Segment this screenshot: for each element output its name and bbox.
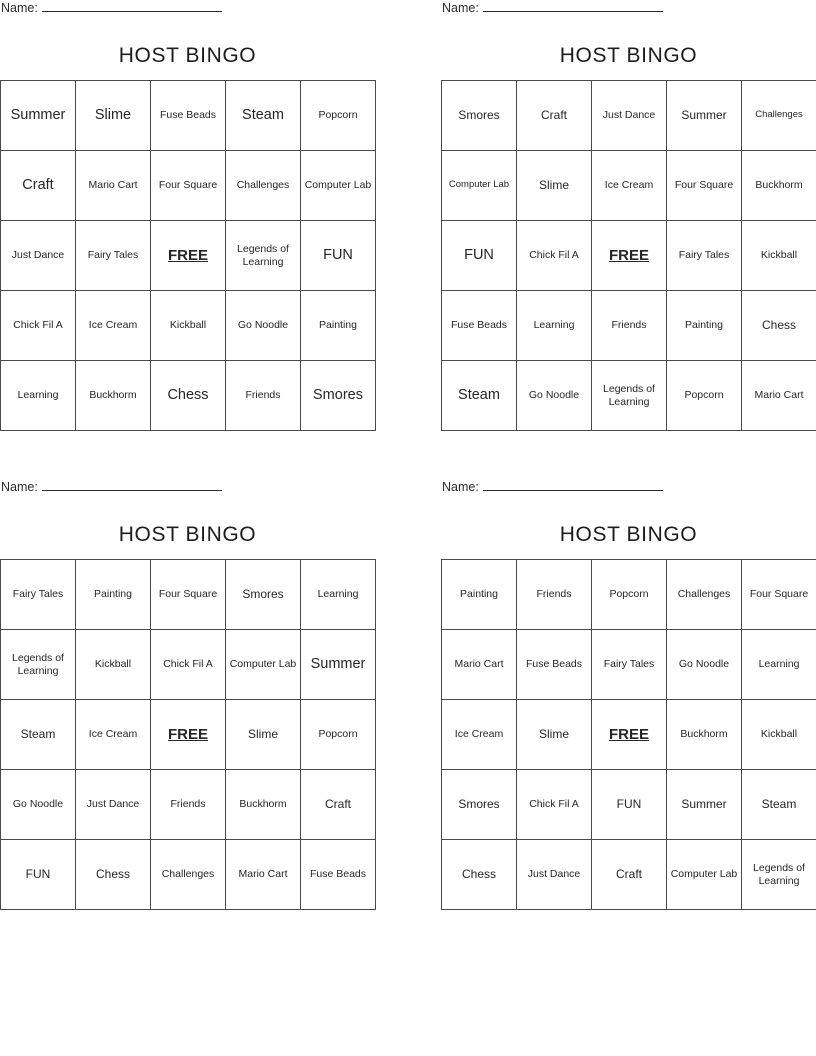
name-writing-line[interactable] bbox=[483, 0, 663, 12]
table-row bbox=[1, 221, 376, 291]
table-row bbox=[1, 151, 376, 221]
bingo-cell[interactable]: Legends of Learning bbox=[1, 630, 76, 700]
bingo-cell[interactable]: Buckhorm bbox=[742, 151, 816, 221]
bingo-cell[interactable]: Summer bbox=[667, 81, 742, 151]
bingo-cell[interactable]: Kickball bbox=[151, 291, 226, 361]
bingo-cell-free[interactable]: FREE bbox=[592, 221, 667, 291]
bingo-cell[interactable]: Chick Fil A bbox=[517, 770, 592, 840]
bingo-cell[interactable]: Just Dance bbox=[592, 81, 667, 151]
bingo-cell[interactable]: Challenges bbox=[742, 81, 816, 151]
bingo-cell[interactable]: Summer bbox=[1, 81, 76, 151]
page-title: HOST BINGO bbox=[118, 523, 257, 546]
bingo-cell[interactable]: Painting bbox=[667, 291, 742, 361]
bingo-cell[interactable]: Buckhorm bbox=[76, 361, 151, 431]
bingo-cell[interactable]: Steam bbox=[226, 81, 301, 151]
bingo-cell[interactable]: Challenges bbox=[151, 840, 226, 910]
bingo-cell-free[interactable]: FREE bbox=[151, 221, 226, 291]
bingo-cell[interactable]: Smores bbox=[442, 81, 517, 151]
bingo-cell[interactable]: Slime bbox=[517, 151, 592, 221]
bingo-cell[interactable]: Chick Fil A bbox=[1, 291, 76, 361]
bingo-cell[interactable]: Learning bbox=[301, 560, 376, 630]
bingo-cell[interactable]: Learning bbox=[742, 630, 816, 700]
bingo-cell-free[interactable]: FREE bbox=[151, 700, 226, 770]
bingo-cell[interactable]: Steam bbox=[1, 700, 76, 770]
name-label: Name: bbox=[442, 480, 479, 494]
bingo-cell[interactable]: Go Noodle bbox=[667, 630, 742, 700]
table-row bbox=[442, 81, 816, 151]
bingo-cell[interactable]: Summer bbox=[301, 630, 376, 700]
table-row bbox=[442, 770, 816, 840]
table-row bbox=[442, 560, 816, 630]
bingo-cell[interactable]: Friends bbox=[592, 291, 667, 361]
table-row bbox=[442, 840, 816, 910]
bingo-cell[interactable]: Steam bbox=[742, 770, 816, 840]
bingo-cell[interactable]: Chick Fil A bbox=[151, 630, 226, 700]
table-row bbox=[442, 221, 816, 291]
bingo-cell[interactable]: Craft bbox=[517, 81, 592, 151]
bingo-cell[interactable]: Buckhorm bbox=[667, 700, 742, 770]
bingo-cell[interactable]: Chick Fil A bbox=[517, 221, 592, 291]
name-field-3[interactable] bbox=[0, 479, 375, 497]
table-row bbox=[1, 630, 376, 700]
bingo-cell[interactable]: Fuse Beads bbox=[301, 840, 376, 910]
bingo-cell[interactable]: Fairy Tales bbox=[592, 630, 667, 700]
bingo-card-1 bbox=[0, 0, 375, 431]
bingo-cell[interactable]: Computer Lab bbox=[442, 151, 517, 221]
bingo-cell[interactable]: Slime bbox=[517, 700, 592, 770]
table-row bbox=[442, 630, 816, 700]
bingo-cell[interactable]: Learning bbox=[517, 291, 592, 361]
table-row bbox=[1, 560, 376, 630]
page-title: HOST BINGO bbox=[118, 44, 257, 67]
bingo-cell[interactable]: Mario Cart bbox=[442, 630, 517, 700]
table-row bbox=[1, 700, 376, 770]
bingo-cell[interactable]: Craft bbox=[301, 770, 376, 840]
bingo-cell[interactable]: Ice Cream bbox=[592, 151, 667, 221]
bingo-cell[interactable]: Painting bbox=[442, 560, 517, 630]
bingo-cell[interactable]: Four Square bbox=[667, 151, 742, 221]
bingo-cell[interactable]: FUN bbox=[442, 221, 517, 291]
bingo-cell[interactable]: Computer Lab bbox=[226, 630, 301, 700]
name-writing-line[interactable] bbox=[42, 0, 222, 12]
bingo-grid-4 bbox=[441, 559, 816, 910]
bingo-cell[interactable]: Smores bbox=[301, 361, 376, 431]
name-field-2[interactable] bbox=[441, 0, 816, 18]
bingo-cell[interactable]: Ice Cream bbox=[442, 700, 517, 770]
bingo-cell[interactable]: Just Dance bbox=[1, 221, 76, 291]
table-row bbox=[1, 291, 376, 361]
bingo-cell[interactable]: Kickball bbox=[742, 221, 816, 291]
bingo-cell[interactable]: Painting bbox=[301, 291, 376, 361]
bingo-cell[interactable]: Kickball bbox=[76, 630, 151, 700]
bingo-cell[interactable]: Legends of Learning bbox=[742, 840, 816, 910]
table-row bbox=[1, 840, 376, 910]
bingo-cell[interactable]: Painting bbox=[76, 560, 151, 630]
bingo-cell[interactable]: Fuse Beads bbox=[442, 291, 517, 361]
bingo-cell[interactable]: Four Square bbox=[742, 560, 816, 630]
bingo-cell[interactable]: Kickball bbox=[742, 700, 816, 770]
bingo-grid-3 bbox=[0, 559, 376, 910]
bingo-cell[interactable]: Go Noodle bbox=[1, 770, 76, 840]
bingo-cell[interactable]: Learning bbox=[1, 361, 76, 431]
bingo-cell[interactable]: Popcorn bbox=[667, 361, 742, 431]
bingo-cell[interactable]: Computer Lab bbox=[301, 151, 376, 221]
table-row bbox=[1, 81, 376, 151]
bingo-cell[interactable]: Computer Lab bbox=[667, 840, 742, 910]
bingo-cell[interactable]: FUN bbox=[1, 840, 76, 910]
bingo-cell[interactable]: Challenges bbox=[667, 560, 742, 630]
name-label: Name: bbox=[442, 1, 479, 15]
bingo-cell[interactable]: Smores bbox=[226, 560, 301, 630]
bingo-cell[interactable]: Friends bbox=[226, 361, 301, 431]
bingo-cell[interactable]: Go Noodle bbox=[517, 361, 592, 431]
bingo-card-4 bbox=[441, 479, 816, 910]
bingo-cell[interactable]: Friends bbox=[517, 560, 592, 630]
bingo-cell[interactable]: Ice Cream bbox=[76, 700, 151, 770]
bingo-cell[interactable]: Mario Cart bbox=[742, 361, 816, 431]
table-row bbox=[442, 151, 816, 221]
bingo-cell[interactable]: FUN bbox=[592, 770, 667, 840]
table-row bbox=[1, 361, 376, 431]
bingo-cell[interactable]: FUN bbox=[301, 221, 376, 291]
bingo-cell[interactable]: Chess bbox=[442, 840, 517, 910]
bingo-cell[interactable]: Four Square bbox=[151, 560, 226, 630]
bingo-cell-free[interactable]: FREE bbox=[592, 700, 667, 770]
bingo-cell[interactable]: Fairy Tales bbox=[1, 560, 76, 630]
bingo-cell[interactable]: Slime bbox=[76, 81, 151, 151]
bingo-grid-1 bbox=[0, 80, 376, 431]
bingo-cell[interactable]: Fairy Tales bbox=[667, 221, 742, 291]
table-row bbox=[442, 700, 816, 770]
bingo-cell[interactable]: Buckhorm bbox=[226, 770, 301, 840]
name-writing-line[interactable] bbox=[483, 479, 663, 491]
bingo-cell[interactable]: Steam bbox=[442, 361, 517, 431]
bingo-cell[interactable]: Go Noodle bbox=[226, 291, 301, 361]
page-title: HOST BINGO bbox=[559, 523, 698, 546]
table-row bbox=[442, 361, 816, 431]
bingo-card-2 bbox=[441, 0, 816, 431]
bingo-cell[interactable]: Friends bbox=[151, 770, 226, 840]
bingo-cell[interactable]: Craft bbox=[1, 151, 76, 221]
bingo-cell[interactable]: Smores bbox=[442, 770, 517, 840]
bingo-card-3 bbox=[0, 479, 375, 910]
bingo-cell[interactable]: Mario Cart bbox=[76, 151, 151, 221]
bingo-cell[interactable]: Popcorn bbox=[301, 700, 376, 770]
name-field-4[interactable] bbox=[441, 479, 816, 497]
bingo-cell[interactable]: Popcorn bbox=[592, 560, 667, 630]
name-field-1[interactable] bbox=[0, 0, 375, 18]
bingo-cell[interactable]: Chess bbox=[151, 361, 226, 431]
name-label: Name: bbox=[1, 480, 38, 494]
name-writing-line[interactable] bbox=[42, 479, 222, 491]
bingo-cell[interactable]: Just Dance bbox=[517, 840, 592, 910]
bingo-cell[interactable]: Slime bbox=[226, 700, 301, 770]
bingo-cell[interactable]: Challenges bbox=[226, 151, 301, 221]
bingo-cell[interactable]: Chess bbox=[76, 840, 151, 910]
bingo-cell[interactable]: Summer bbox=[667, 770, 742, 840]
bingo-cell[interactable]: Legends of Learning bbox=[592, 361, 667, 431]
bingo-grid-2 bbox=[441, 80, 816, 431]
bingo-cell[interactable]: Mario Cart bbox=[226, 840, 301, 910]
bingo-cell[interactable]: Craft bbox=[592, 840, 667, 910]
name-label: Name: bbox=[1, 1, 38, 15]
bingo-cell[interactable]: Popcorn bbox=[301, 81, 376, 151]
table-row bbox=[442, 291, 816, 361]
bingo-cell[interactable]: Legends of Learning bbox=[226, 221, 301, 291]
bingo-cell[interactable]: Ice Cream bbox=[76, 291, 151, 361]
table-row bbox=[1, 770, 376, 840]
bingo-cell[interactable]: Chess bbox=[742, 291, 816, 361]
page-title: HOST BINGO bbox=[559, 44, 698, 67]
bingo-cell[interactable]: Fuse Beads bbox=[151, 81, 226, 151]
bingo-cell[interactable]: Four Square bbox=[151, 151, 226, 221]
bingo-cell[interactable]: Fuse Beads bbox=[517, 630, 592, 700]
bingo-cell[interactable]: Just Dance bbox=[76, 770, 151, 840]
bingo-cell[interactable]: Fairy Tales bbox=[76, 221, 151, 291]
